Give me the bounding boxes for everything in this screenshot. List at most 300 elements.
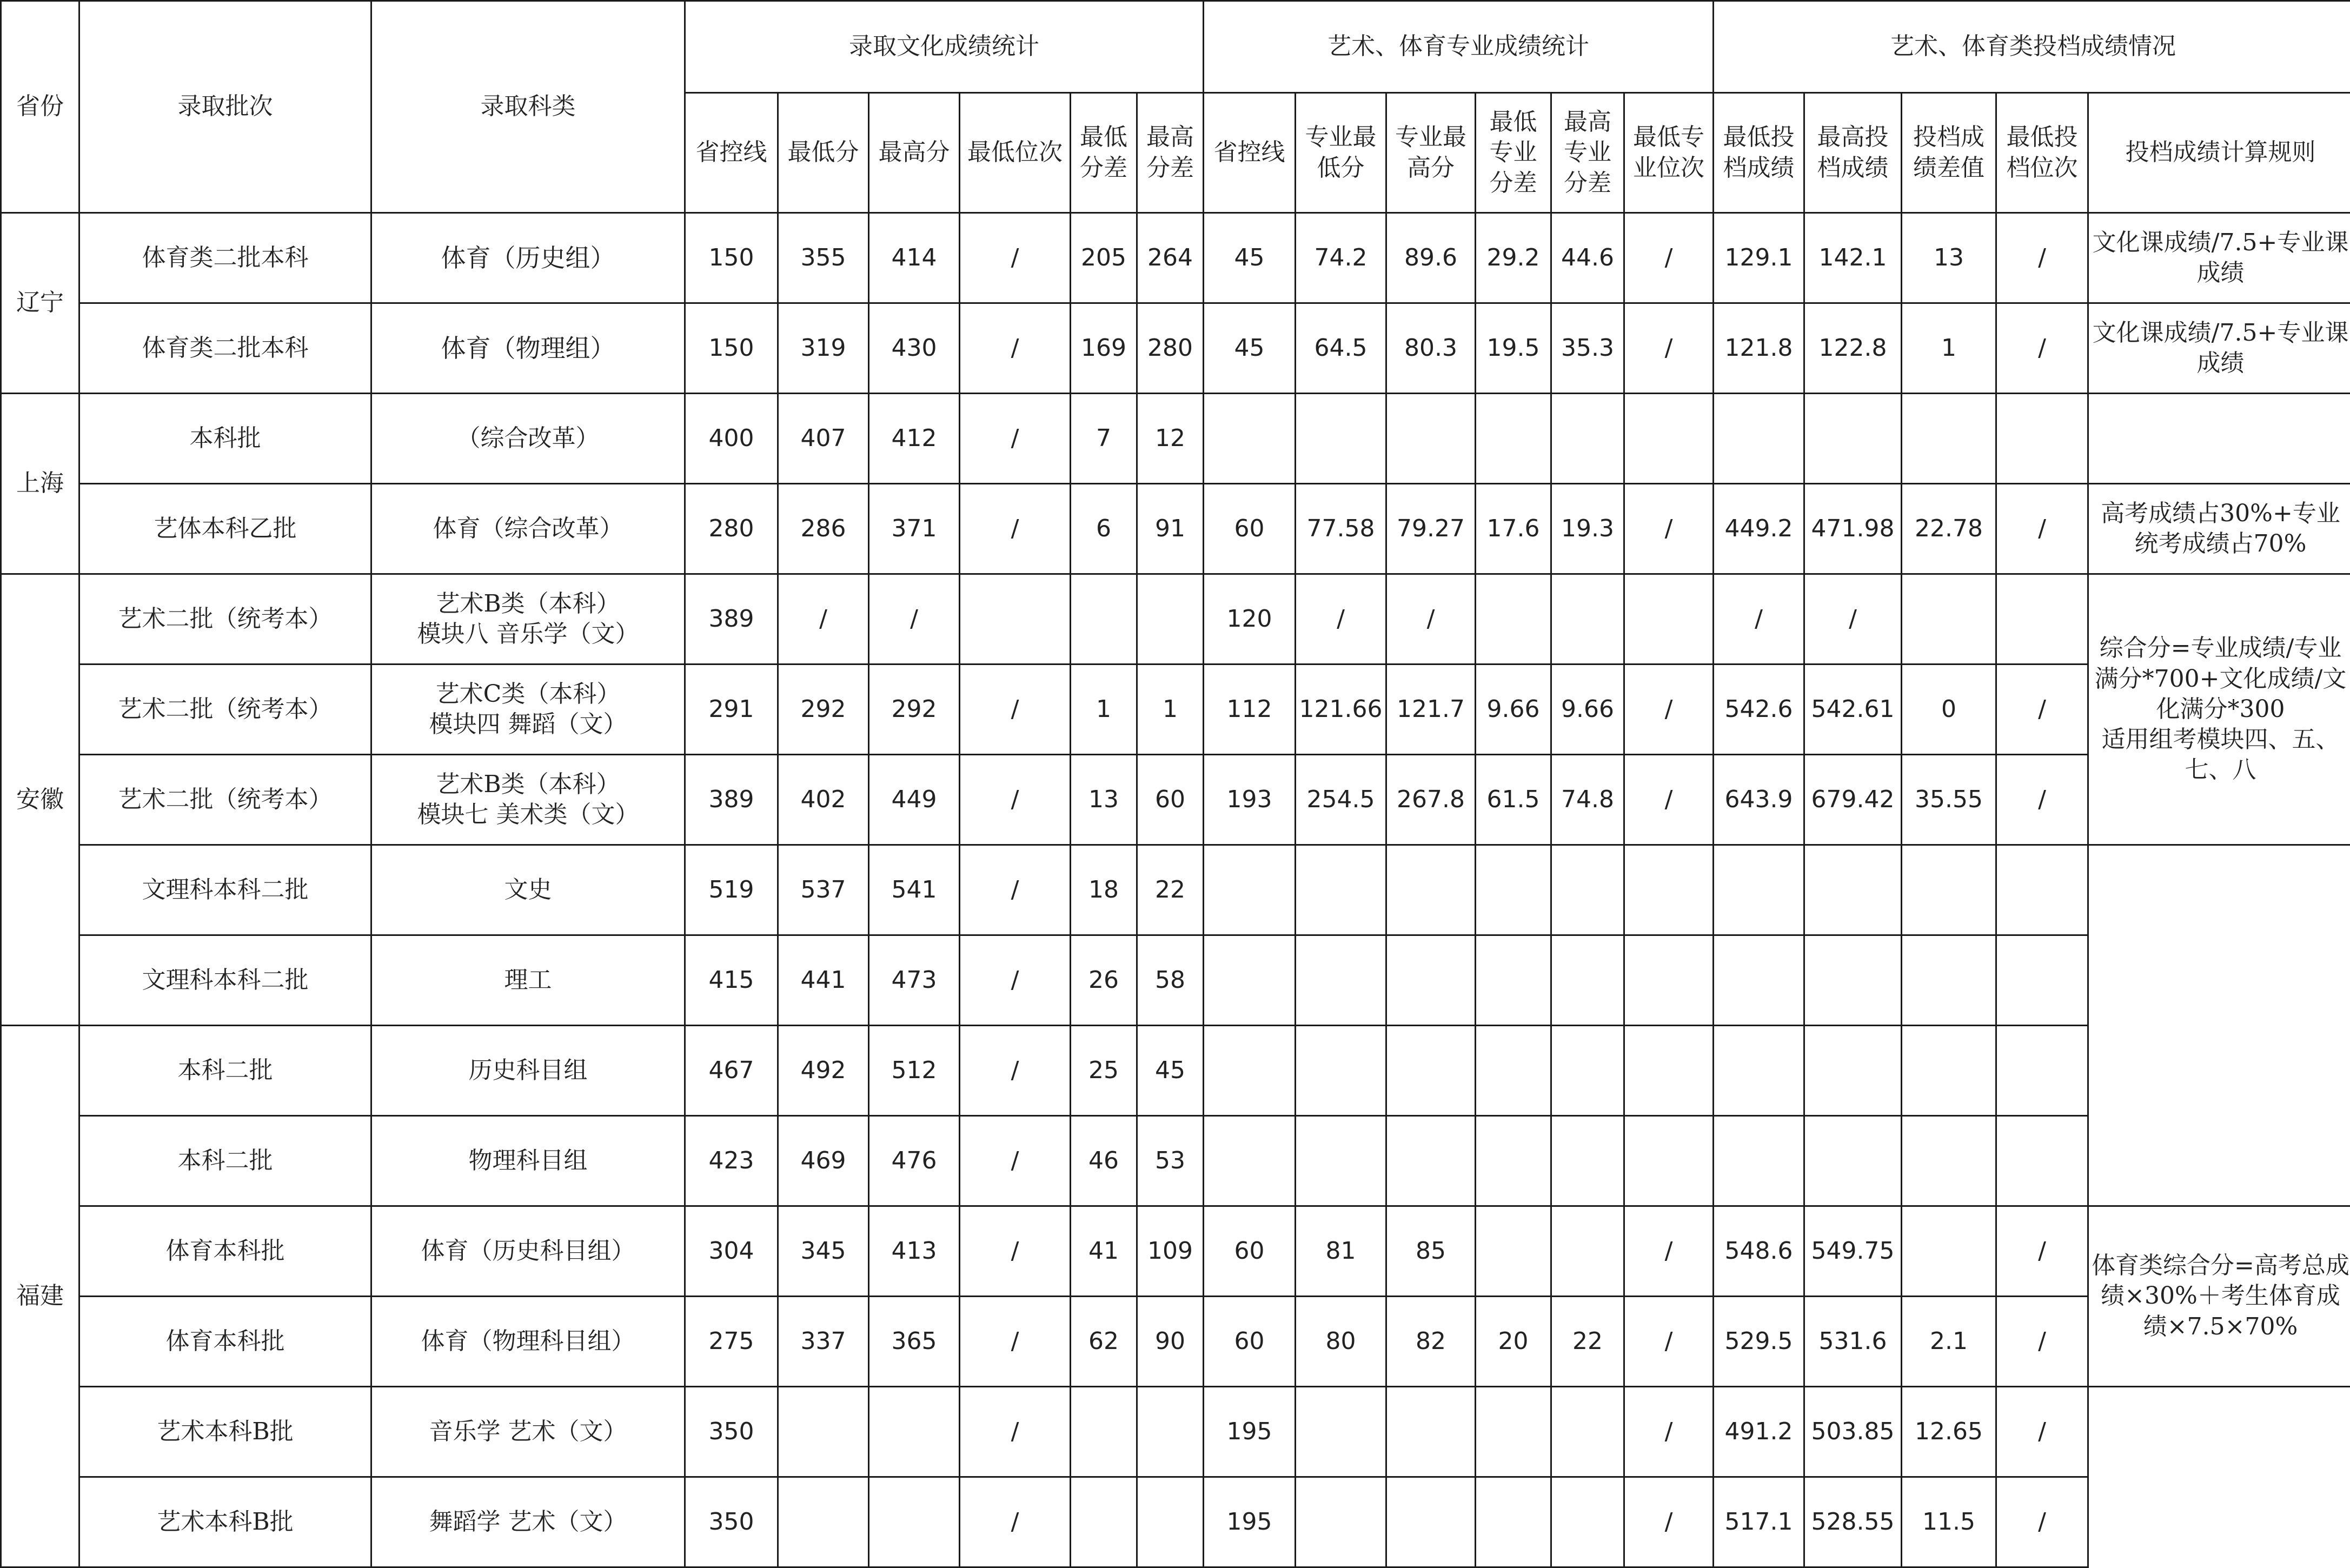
batch-cell: 本科批 xyxy=(79,394,371,484)
header-culture-max: 最高分 xyxy=(869,93,960,213)
culture-control-line-cell: 304 xyxy=(685,1206,778,1297)
major-max-diff-cell: 22 xyxy=(1551,1297,1624,1387)
major-min-diff-cell xyxy=(1476,935,1551,1026)
culture-min-diff-cell: 18 xyxy=(1071,845,1137,935)
table-row xyxy=(1,574,2350,665)
major-min-cell xyxy=(1296,935,1386,1026)
major-min-rank-cell xyxy=(1624,394,1714,484)
culture-control-line-cell: 291 xyxy=(685,665,778,755)
major-control-line-cell xyxy=(1204,1026,1296,1116)
major-control-line-cell: 60 xyxy=(1204,484,1296,574)
major-control-line-cell xyxy=(1204,394,1296,484)
culture-max-diff-cell: 53 xyxy=(1137,1116,1204,1206)
culture-min-rank-cell: / xyxy=(960,1116,1071,1206)
toudang-max-cell: 122.8 xyxy=(1804,303,1902,394)
major-max-cell: 89.6 xyxy=(1386,213,1476,303)
toudang-max-cell xyxy=(1804,1026,1902,1116)
culture-max-diff-cell: 280 xyxy=(1137,303,1204,394)
culture-min-rank-cell: / xyxy=(960,755,1071,845)
major-max-cell xyxy=(1386,845,1476,935)
major-max-diff-cell xyxy=(1551,1387,1624,1477)
culture-min-rank-cell xyxy=(960,574,1071,665)
toudang-max-cell xyxy=(1804,1116,1902,1206)
culture-min-rank-cell: / xyxy=(960,845,1071,935)
table-row xyxy=(1,1387,2350,1477)
rule-cell: 文化课成绩/7.5+专业课成绩 xyxy=(2088,303,2350,394)
toudang-min-cell: 121.8 xyxy=(1714,303,1804,394)
culture-min-diff-cell xyxy=(1071,574,1137,665)
major-control-line-cell: 60 xyxy=(1204,1297,1296,1387)
toudang-min-rank-cell xyxy=(1996,1116,2088,1206)
toudang-diff-cell: 1 xyxy=(1902,303,1996,394)
culture-min-rank-cell: / xyxy=(960,484,1071,574)
major-max-cell xyxy=(1386,394,1476,484)
culture-min-diff-cell: 169 xyxy=(1071,303,1137,394)
culture-max-cell: 371 xyxy=(869,484,960,574)
major-min-rank-cell: / xyxy=(1624,213,1714,303)
major-min-cell: 74.2 xyxy=(1296,213,1386,303)
culture-min-cell: 402 xyxy=(778,755,869,845)
culture-control-line-cell: 275 xyxy=(685,1297,778,1387)
culture-min-cell: 441 xyxy=(778,935,869,1026)
header-major-min-rank: 最低专 业位次 xyxy=(1624,93,1714,213)
major-min-rank-cell: / xyxy=(1624,1206,1714,1297)
culture-min-cell: 345 xyxy=(778,1206,869,1297)
toudang-min-cell xyxy=(1714,845,1804,935)
toudang-max-cell xyxy=(1804,845,1902,935)
major-min-cell xyxy=(1296,845,1386,935)
rule-cell: 文化课成绩/7.5+专业课成绩 xyxy=(2088,213,2350,303)
culture-min-diff-cell: 1 xyxy=(1071,665,1137,755)
toudang-min-rank-cell: / xyxy=(1996,1387,2088,1477)
table-row xyxy=(1,394,2350,484)
toudang-min-cell: 643.9 xyxy=(1714,755,1804,845)
major-min-rank-cell: / xyxy=(1624,303,1714,394)
category-cell: 体育（物理科目组） xyxy=(371,1297,685,1387)
toudang-min-rank-cell xyxy=(1996,935,2088,1026)
major-min-diff-cell xyxy=(1476,1026,1551,1116)
major-min-cell xyxy=(1296,1116,1386,1206)
culture-min-diff-cell: 25 xyxy=(1071,1026,1137,1116)
toudang-min-rank-cell xyxy=(1996,574,2088,665)
culture-max-cell xyxy=(869,1387,960,1477)
major-min-diff-cell: 29.2 xyxy=(1476,213,1551,303)
toudang-min-rank-cell: / xyxy=(1996,484,2088,574)
batch-cell: 艺术本科B批 xyxy=(79,1387,371,1477)
toudang-max-cell: 503.85 xyxy=(1804,1387,1902,1477)
major-min-diff-cell xyxy=(1476,1116,1551,1206)
culture-min-cell xyxy=(778,1477,869,1567)
major-min-diff-cell: 9.66 xyxy=(1476,665,1551,755)
toudang-min-rank-cell: / xyxy=(1996,1477,2088,1567)
culture-max-cell: 365 xyxy=(869,1297,960,1387)
major-max-cell: 121.7 xyxy=(1386,665,1476,755)
table-row xyxy=(1,665,2350,755)
category-cell: 体育（物理组） xyxy=(371,303,685,394)
culture-min-rank-cell: / xyxy=(960,1387,1071,1477)
toudang-diff-cell xyxy=(1902,935,1996,1026)
major-min-cell: 254.5 xyxy=(1296,755,1386,845)
header-culture-min: 最低分 xyxy=(778,93,869,213)
major-min-rank-cell: / xyxy=(1624,1297,1714,1387)
culture-control-line-cell: 150 xyxy=(685,303,778,394)
toudang-min-rank-cell: / xyxy=(1996,755,2088,845)
culture-max-diff-cell: 109 xyxy=(1137,1206,1204,1297)
batch-cell: 艺术二批（统考本） xyxy=(79,665,371,755)
province-cell: 辽宁 xyxy=(1,213,79,394)
culture-min-diff-cell: 26 xyxy=(1071,935,1137,1026)
culture-max-diff-cell: 90 xyxy=(1137,1297,1204,1387)
major-min-diff-cell: 61.5 xyxy=(1476,755,1551,845)
rule-cell: 高考成绩占30%+专业统考成绩占70% xyxy=(2088,484,2350,574)
toudang-min-cell xyxy=(1714,1026,1804,1116)
culture-max-diff-cell: 1 xyxy=(1137,665,1204,755)
table-row xyxy=(1,935,2350,1026)
major-min-diff-cell: 20 xyxy=(1476,1297,1551,1387)
header-culture-max-diff: 最高 分差 xyxy=(1137,93,1204,213)
major-max-cell xyxy=(1386,1116,1476,1206)
table-row xyxy=(1,484,2350,574)
batch-cell: 体育类二批本科 xyxy=(79,213,371,303)
category-cell: （综合改革） xyxy=(371,394,685,484)
major-max-diff-cell xyxy=(1551,935,1624,1026)
toudang-max-cell xyxy=(1804,394,1902,484)
culture-control-line-cell: 350 xyxy=(685,1387,778,1477)
major-min-cell xyxy=(1296,1387,1386,1477)
culture-min-rank-cell: / xyxy=(960,1026,1071,1116)
header-major-control-line: 省控线 xyxy=(1204,93,1296,213)
toudang-diff-cell xyxy=(1902,1026,1996,1116)
culture-min-rank-cell: / xyxy=(960,303,1071,394)
toudang-max-cell: 542.61 xyxy=(1804,665,1902,755)
culture-max-cell: 512 xyxy=(869,1026,960,1116)
batch-cell: 本科二批 xyxy=(79,1116,371,1206)
toudang-min-cell xyxy=(1714,394,1804,484)
culture-control-line-cell: 150 xyxy=(685,213,778,303)
major-control-line-cell: 45 xyxy=(1204,303,1296,394)
table-body xyxy=(1,213,2350,1567)
toudang-diff-cell: 22.78 xyxy=(1902,484,1996,574)
culture-min-cell: 292 xyxy=(778,665,869,755)
toudang-max-cell: 679.42 xyxy=(1804,755,1902,845)
category-cell: 艺术B类（本科） 模块七 美术类（文） xyxy=(371,755,685,845)
major-max-cell xyxy=(1386,935,1476,1026)
rule-cell: 综合分=专业成绩/专业满分*700+文化成绩/文化满分*300 适用组考模块四、五、七、八 xyxy=(2088,574,2350,845)
batch-cell: 艺术二批（统考本） xyxy=(79,755,371,845)
major-control-line-cell: 195 xyxy=(1204,1477,1296,1567)
culture-min-diff-cell: 46 xyxy=(1071,1116,1137,1206)
major-max-diff-cell xyxy=(1551,1026,1624,1116)
toudang-min-rank-cell: / xyxy=(1996,1297,2088,1387)
major-min-cell xyxy=(1296,394,1386,484)
major-max-cell xyxy=(1386,1026,1476,1116)
culture-min-cell: 355 xyxy=(778,213,869,303)
header-major-max: 专业最 高分 xyxy=(1386,93,1476,213)
culture-min-diff-cell: 7 xyxy=(1071,394,1137,484)
table-row xyxy=(1,1026,2350,1116)
table-row xyxy=(1,1297,2350,1387)
culture-max-diff-cell: 45 xyxy=(1137,1026,1204,1116)
toudang-min-rank-cell: / xyxy=(1996,213,2088,303)
toudang-min-rank-cell: / xyxy=(1996,303,2088,394)
toudang-min-cell: 548.6 xyxy=(1714,1206,1804,1297)
table-row xyxy=(1,1116,2350,1206)
header-major-min: 专业最 低分 xyxy=(1296,93,1386,213)
major-control-line-cell xyxy=(1204,1116,1296,1206)
culture-min-diff-cell: 13 xyxy=(1071,755,1137,845)
major-control-line-cell: 112 xyxy=(1204,665,1296,755)
header-toudang-diff: 投档成 绩差值 xyxy=(1902,93,1996,213)
major-min-diff-cell xyxy=(1476,574,1551,665)
major-min-rank-cell xyxy=(1624,845,1714,935)
header-culture-control-line: 省控线 xyxy=(685,93,778,213)
toudang-min-cell xyxy=(1714,935,1804,1026)
toudang-min-rank-cell xyxy=(1996,845,2088,935)
culture-min-rank-cell: / xyxy=(960,935,1071,1026)
batch-cell: 艺术二批（统考本） xyxy=(79,574,371,665)
major-min-diff-cell xyxy=(1476,1387,1551,1477)
culture-min-rank-cell: / xyxy=(960,1206,1071,1297)
toudang-diff-cell: 0 xyxy=(1902,665,1996,755)
culture-min-rank-cell: / xyxy=(960,1477,1071,1567)
culture-min-cell: 407 xyxy=(778,394,869,484)
toudang-max-cell: 531.6 xyxy=(1804,1297,1902,1387)
toudang-min-cell: / xyxy=(1714,574,1804,665)
major-max-cell xyxy=(1386,1477,1476,1567)
major-max-diff-cell: 44.6 xyxy=(1551,213,1624,303)
header-toudang-rule: 投档成绩计算规则 xyxy=(2088,93,2350,213)
major-min-cell: 77.58 xyxy=(1296,484,1386,574)
major-min-rank-cell xyxy=(1624,1116,1714,1206)
culture-max-diff-cell: 91 xyxy=(1137,484,1204,574)
toudang-max-cell xyxy=(1804,935,1902,1026)
header-province: 省份 xyxy=(1,1,79,213)
toudang-max-cell: 471.98 xyxy=(1804,484,1902,574)
header-toudang-min-rank: 最低投 档位次 xyxy=(1996,93,2088,213)
table-row xyxy=(1,845,2350,935)
toudang-max-cell: 528.55 xyxy=(1804,1477,1902,1567)
category-cell: 理工 xyxy=(371,935,685,1026)
major-max-diff-cell xyxy=(1551,394,1624,484)
major-min-rank-cell: / xyxy=(1624,484,1714,574)
toudang-min-rank-cell: / xyxy=(1996,1206,2088,1297)
major-min-cell: 80 xyxy=(1296,1297,1386,1387)
culture-control-line-cell: 467 xyxy=(685,1026,778,1116)
batch-cell: 体育类二批本科 xyxy=(79,303,371,394)
rule-cell: 体育类综合分=高考总成绩×30%＋考生体育成绩×7.5×70% xyxy=(2088,1206,2350,1387)
culture-max-cell: 292 xyxy=(869,665,960,755)
major-min-diff-cell: 17.6 xyxy=(1476,484,1551,574)
header-culture-min-diff: 最低 分差 xyxy=(1071,93,1137,213)
culture-max-cell xyxy=(869,1477,960,1567)
batch-cell: 艺体本科乙批 xyxy=(79,484,371,574)
major-max-diff-cell: 19.3 xyxy=(1551,484,1624,574)
toudang-min-rank-cell xyxy=(1996,1026,2088,1116)
major-control-line-cell xyxy=(1204,845,1296,935)
major-min-cell xyxy=(1296,1026,1386,1116)
toudang-min-cell: 449.2 xyxy=(1714,484,1804,574)
culture-control-line-cell: 519 xyxy=(685,845,778,935)
culture-max-diff-cell xyxy=(1137,574,1204,665)
major-max-diff-cell xyxy=(1551,574,1624,665)
major-max-diff-cell: 74.8 xyxy=(1551,755,1624,845)
toudang-diff-cell xyxy=(1902,1206,1996,1297)
major-max-cell: 267.8 xyxy=(1386,755,1476,845)
major-min-rank-cell xyxy=(1624,935,1714,1026)
province-cell: 上海 xyxy=(1,394,79,574)
category-cell: 历史科目组 xyxy=(371,1026,685,1116)
toudang-min-cell: 542.6 xyxy=(1714,665,1804,755)
culture-max-cell: 430 xyxy=(869,303,960,394)
major-max-cell: 82 xyxy=(1386,1297,1476,1387)
major-min-rank-cell xyxy=(1624,574,1714,665)
major-min-rank-cell: / xyxy=(1624,755,1714,845)
major-max-cell xyxy=(1386,1387,1476,1477)
culture-max-diff-cell xyxy=(1137,1477,1204,1567)
major-min-cell: 121.66 xyxy=(1296,665,1386,755)
table-row xyxy=(1,1206,2350,1297)
culture-min-cell: / xyxy=(778,574,869,665)
culture-min-rank-cell: / xyxy=(960,665,1071,755)
major-min-rank-cell: / xyxy=(1624,1387,1714,1477)
toudang-max-cell: / xyxy=(1804,574,1902,665)
toudang-diff-cell: 12.65 xyxy=(1902,1387,1996,1477)
header-major-max-diff: 最高 专业 分差 xyxy=(1551,93,1624,213)
batch-cell: 文理科本科二批 xyxy=(79,845,371,935)
culture-control-line-cell: 389 xyxy=(685,574,778,665)
category-cell: 舞蹈学 艺术（文） xyxy=(371,1477,685,1567)
culture-min-diff-cell: 41 xyxy=(1071,1206,1137,1297)
category-cell: 音乐学 艺术（文） xyxy=(371,1387,685,1477)
culture-max-cell: 476 xyxy=(869,1116,960,1206)
header-major-min-diff: 最低 专业 分差 xyxy=(1476,93,1551,213)
toudang-diff-cell xyxy=(1902,394,1996,484)
culture-max-cell: 449 xyxy=(869,755,960,845)
header-group-toudang: 艺术、体育类投档成绩情况 xyxy=(1714,1,2350,93)
culture-control-line-cell: 350 xyxy=(685,1477,778,1567)
toudang-diff-cell: 11.5 xyxy=(1902,1477,1996,1567)
toudang-max-cell: 549.75 xyxy=(1804,1206,1902,1297)
major-min-cell: 64.5 xyxy=(1296,303,1386,394)
major-control-line-cell: 45 xyxy=(1204,213,1296,303)
culture-max-cell: 414 xyxy=(869,213,960,303)
batch-cell: 体育本科批 xyxy=(79,1297,371,1387)
major-min-cell: 81 xyxy=(1296,1206,1386,1297)
major-max-cell: / xyxy=(1386,574,1476,665)
category-cell: 体育（历史科目组） xyxy=(371,1206,685,1297)
toudang-diff-cell: 2.1 xyxy=(1902,1297,1996,1387)
culture-max-cell: 473 xyxy=(869,935,960,1026)
category-cell: 物理科目组 xyxy=(371,1116,685,1206)
batch-cell: 体育本科批 xyxy=(79,1206,371,1297)
culture-max-cell: 541 xyxy=(869,845,960,935)
culture-min-diff-cell xyxy=(1071,1387,1137,1477)
table-row xyxy=(1,1477,2350,1567)
culture-min-diff-cell: 6 xyxy=(1071,484,1137,574)
batch-cell: 艺术本科B批 xyxy=(79,1477,371,1567)
culture-max-cell: 413 xyxy=(869,1206,960,1297)
province-cell: 福建 xyxy=(1,1026,79,1567)
category-cell: 文史 xyxy=(371,845,685,935)
culture-min-diff-cell xyxy=(1071,1477,1137,1567)
culture-control-line-cell: 415 xyxy=(685,935,778,1026)
toudang-min-cell: 129.1 xyxy=(1714,213,1804,303)
culture-max-cell: / xyxy=(869,574,960,665)
culture-max-diff-cell: 22 xyxy=(1137,845,1204,935)
table-row xyxy=(1,213,2350,303)
culture-min-cell: 492 xyxy=(778,1026,869,1116)
header-toudang-max: 最高投 档成绩 xyxy=(1804,93,1902,213)
major-control-line-cell: 195 xyxy=(1204,1387,1296,1477)
table-row xyxy=(1,303,2350,394)
major-min-rank-cell xyxy=(1624,1026,1714,1116)
culture-control-line-cell: 400 xyxy=(685,394,778,484)
major-control-line-cell: 120 xyxy=(1204,574,1296,665)
header-group-major: 艺术、体育专业成绩统计 xyxy=(1204,1,1714,93)
major-max-cell: 85 xyxy=(1386,1206,1476,1297)
toudang-min-rank-cell xyxy=(1996,394,2088,484)
culture-max-diff-cell xyxy=(1137,1387,1204,1477)
toudang-diff-cell: 13 xyxy=(1902,213,1996,303)
major-max-diff-cell xyxy=(1551,1116,1624,1206)
category-cell: 艺术C类（本科） 模块四 舞蹈（文） xyxy=(371,665,685,755)
major-max-diff-cell: 9.66 xyxy=(1551,665,1624,755)
culture-control-line-cell: 280 xyxy=(685,484,778,574)
major-min-rank-cell: / xyxy=(1624,665,1714,755)
major-control-line-cell: 60 xyxy=(1204,1206,1296,1297)
header-toudang-min: 最低投 档成绩 xyxy=(1714,93,1804,213)
culture-max-diff-cell: 12 xyxy=(1137,394,1204,484)
major-min-cell xyxy=(1296,1477,1386,1567)
major-min-diff-cell: 19.5 xyxy=(1476,303,1551,394)
major-max-cell: 79.27 xyxy=(1386,484,1476,574)
culture-min-cell: 537 xyxy=(778,845,869,935)
header-group-culture: 录取文化成绩统计 xyxy=(685,1,1204,93)
culture-max-diff-cell: 60 xyxy=(1137,755,1204,845)
toudang-diff-cell: 35.55 xyxy=(1902,755,1996,845)
major-min-diff-cell xyxy=(1476,845,1551,935)
major-max-diff-cell: 35.3 xyxy=(1551,303,1624,394)
culture-max-diff-cell: 264 xyxy=(1137,213,1204,303)
toudang-min-cell: 491.2 xyxy=(1714,1387,1804,1477)
culture-min-diff-cell: 62 xyxy=(1071,1297,1137,1387)
culture-min-diff-cell: 205 xyxy=(1071,213,1137,303)
culture-min-rank-cell: / xyxy=(960,394,1071,484)
toudang-min-cell: 517.1 xyxy=(1714,1477,1804,1567)
culture-min-cell: 337 xyxy=(778,1297,869,1387)
culture-min-cell: 469 xyxy=(778,1116,869,1206)
header-culture-min-rank: 最低位次 xyxy=(960,93,1071,213)
major-min-rank-cell: / xyxy=(1624,1477,1714,1567)
culture-min-cell: 319 xyxy=(778,303,869,394)
culture-control-line-cell: 423 xyxy=(685,1116,778,1206)
toudang-max-cell: 142.1 xyxy=(1804,213,1902,303)
culture-min-cell: 286 xyxy=(778,484,869,574)
culture-min-cell xyxy=(778,1387,869,1477)
major-min-cell: / xyxy=(1296,574,1386,665)
major-max-diff-cell xyxy=(1551,845,1624,935)
major-max-diff-cell xyxy=(1551,1206,1624,1297)
toudang-min-cell: 529.5 xyxy=(1714,1297,1804,1387)
category-cell: 体育（综合改革） xyxy=(371,484,685,574)
toudang-diff-cell xyxy=(1902,574,1996,665)
culture-max-cell: 412 xyxy=(869,394,960,484)
culture-max-diff-cell: 58 xyxy=(1137,935,1204,1026)
major-min-diff-cell xyxy=(1476,1477,1551,1567)
batch-cell: 本科二批 xyxy=(79,1026,371,1116)
toudang-min-cell xyxy=(1714,1116,1804,1206)
major-max-diff-cell xyxy=(1551,1477,1624,1567)
